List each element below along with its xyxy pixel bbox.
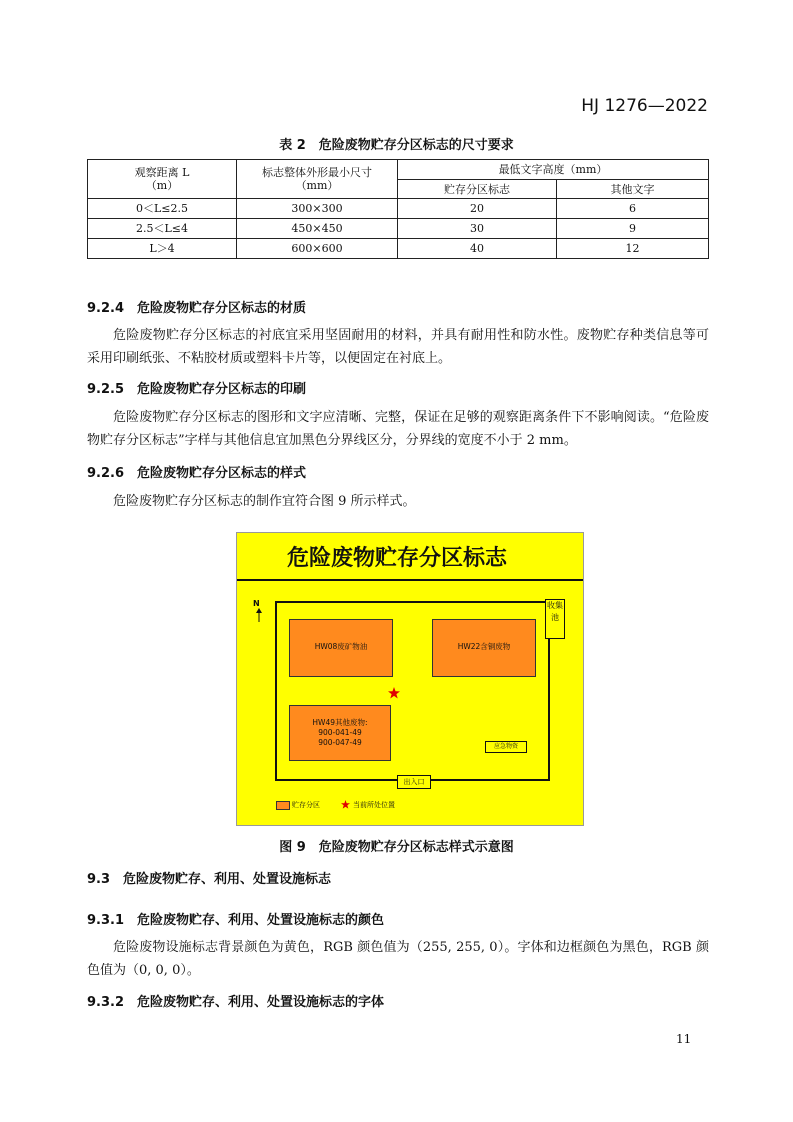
legend-position-label: 当前所处位置	[353, 801, 395, 809]
table-cell: 450×450	[237, 219, 398, 239]
zone-hw49-code1: 900-041-49	[318, 728, 362, 737]
table-cell: 30	[398, 219, 557, 239]
zone-hw22: HW22含铜废物	[432, 619, 536, 677]
entrance-exit-label: 出入口	[397, 775, 431, 789]
table-header-zone-sign: 贮存分区标志	[398, 180, 557, 199]
table-cell: 300×300	[237, 199, 398, 219]
collection-pool-label: 收集池	[545, 599, 565, 639]
zone-hw08: HW08废矿物油	[289, 619, 393, 677]
north-arrow-icon	[255, 608, 263, 622]
sign-title: 危险废物贮存分区标志	[287, 546, 508, 571]
section-heading-9-2-4: 9.2.4 危险废物贮存分区标志的材质	[87, 301, 307, 316]
size-requirements-table	[87, 159, 709, 259]
section-heading-9-2-6: 9.2.6 危险废物贮存分区标志的样式	[87, 466, 307, 481]
zone-sign-sample	[236, 532, 584, 826]
current-position-star-icon	[388, 687, 400, 699]
section-heading-9-3-2: 9.3.2 危险废物贮存、利用、处置设施标志的字体	[87, 995, 385, 1010]
figure-caption: 图 9 危险废物贮存分区标志样式示意图	[279, 840, 514, 855]
table-cell: 40	[398, 239, 557, 259]
table-caption: 表 2 危险废物贮存分区标志的尺寸要求	[279, 138, 514, 153]
legend-zone-label: 贮存分区	[292, 801, 320, 809]
table-row	[88, 239, 709, 259]
table-cell: 6	[557, 199, 709, 219]
table-header-distance	[88, 160, 237, 199]
page-number: 11	[676, 1032, 692, 1046]
paragraph-9-3-1: 危险废物设施标志背景颜色为黄色，RGB 颜色值为（255, 255, 0）。字体和边框颜色为黑色，RGB 颜色值为（0, 0, 0）。	[87, 940, 709, 978]
emergency-supplies-label: 应急物资	[485, 741, 527, 753]
header-distance-label: 观察距离 L	[134, 166, 190, 179]
zone-hw49-code2: 900-047-49	[318, 738, 362, 747]
table-header-size	[237, 160, 398, 199]
section-heading-9-3-1: 9.3.1 危险废物贮存、利用、处置设施标志的颜色	[87, 913, 385, 928]
standard-number: HJ 1276—2022	[581, 96, 708, 116]
table-row	[88, 199, 709, 219]
paragraph-9-2-5: 危险废物贮存分区标志的图形和文字应清晰、完整，保证在足够的观察距离条件下不影响阅读。“危险废物贮存分区标志”字样与其他信息宜加黑色分界线区分，分界线的宽度不小于 2 mm。	[87, 410, 709, 448]
table-cell: 2.5＜L≤4	[88, 219, 237, 239]
legend-star-icon	[341, 800, 350, 809]
sign-title-bar	[237, 533, 583, 581]
table-cell: L＞4	[88, 239, 237, 259]
header-distance-unit: （m）	[145, 179, 179, 192]
zone-hw49-title: HW49其他废物:	[312, 718, 368, 727]
header-size-unit: （mm）	[295, 179, 339, 192]
paragraph-9-2-6: 危险废物贮存分区标志的制作宜符合图 9 所示样式。	[113, 494, 416, 509]
legend-zone-swatch	[276, 801, 290, 810]
header-size-label: 标志整体外形最小尺寸	[262, 166, 372, 179]
table-header-other-text: 其他文字	[557, 180, 709, 199]
table-cell: 20	[398, 199, 557, 219]
table-cell: 600×600	[237, 239, 398, 259]
table-cell: 9	[557, 219, 709, 239]
table-row	[88, 219, 709, 239]
zone-hw49	[289, 705, 391, 761]
section-heading-9-2-5: 9.2.5 危险废物贮存分区标志的印刷	[87, 382, 307, 397]
paragraph-9-2-4: 危险废物贮存分区标志的衬底宜采用坚固耐用的材料，并具有耐用性和防水性。废物贮存种类信息等可采用印刷纸张、不粘胶材质或塑料卡片等，以便固定在衬底上。	[87, 328, 709, 366]
table-cell: 12	[557, 239, 709, 259]
storage-area-outline	[275, 601, 550, 781]
table-header-text-height: 最低文字高度（mm）	[398, 160, 709, 180]
section-heading-9-3: 9.3 危险废物贮存、利用、处置设施标志	[87, 872, 332, 887]
table-cell: 0＜L≤2.5	[88, 199, 237, 219]
north-label: N	[253, 599, 260, 608]
